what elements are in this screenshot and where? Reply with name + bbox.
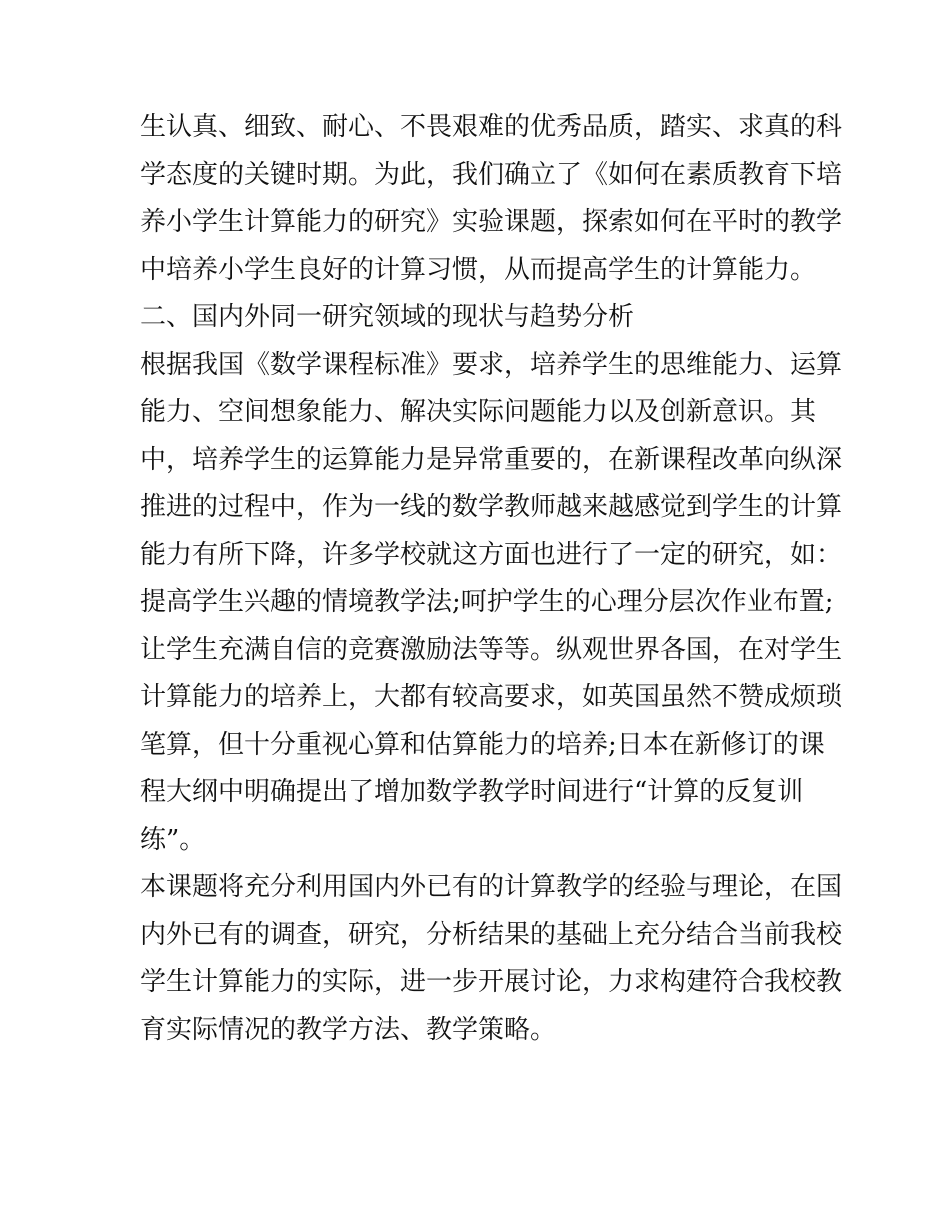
text-line: 计算能力的培养上，大都有较高要求，如英国虽然不赞成烦琐 [140, 682, 843, 712]
text-line: 学生计算能力的实际，进一步开展讨论，力求构建符合我校教 [140, 967, 843, 997]
text-line: 内外已有的调查，研究，分析结果的基础上充分结合当前我校 [140, 919, 843, 950]
text-line: 根据我国《数学课程标准》要求，培养学生的思维能力、运算 [140, 349, 843, 380]
text-line: 能力、空间想象能力、解决实际问题能力以及创新意识。其 [140, 397, 817, 427]
text-line: 学态度的关键时期。为此，我们确立了《如何在素质教育下培 [140, 159, 843, 190]
text-line: 生认真、细致、耐心、不畏艰难的优秀品质，踏实、求真的科 [140, 112, 843, 142]
text-line: 中培养小学生良好的计算习惯，从而提高学生的计算能力。 [140, 254, 817, 285]
text-line: 推进的过程中，作为一线的数学教师越来越感觉到学生的计算 [140, 492, 843, 522]
text-line: 练”。 [140, 824, 206, 855]
text-line: 笔算，但十分重视心算和估算能力的培养;日本在新修订的课 [140, 729, 825, 760]
document-body [140, 104, 843, 1054]
text-line: 提高学生兴趣的情境教学法;呵护学生的心理分层次作业布置; [140, 587, 834, 617]
text-line: 让学生充满自信的竞赛激励法等等。纵观世界各国，在对学生 [140, 634, 843, 665]
text-line: 育实际情况的教学方法、教学策略。 [140, 1014, 557, 1045]
text-line: 能力有所下降，许多学校就这方面也进行了一定的研究，如： [140, 539, 843, 570]
section-heading: 二、国内外同一研究领域的现状与趋势分析 [140, 302, 635, 332]
text-line: 养小学生计算能力的研究》实验课题，探索如何在平时的教学 [140, 207, 843, 237]
text-line: 本课题将充分利用国内外已有的计算教学的经验与理论，在国 [140, 872, 843, 902]
text-line: 中，培养学生的运算能力是异常重要的，在新课程改革向纵深 [140, 444, 843, 475]
text-line: 程大纲中明确提出了增加数学教学时间进行“计算的反复训 [140, 777, 804, 807]
